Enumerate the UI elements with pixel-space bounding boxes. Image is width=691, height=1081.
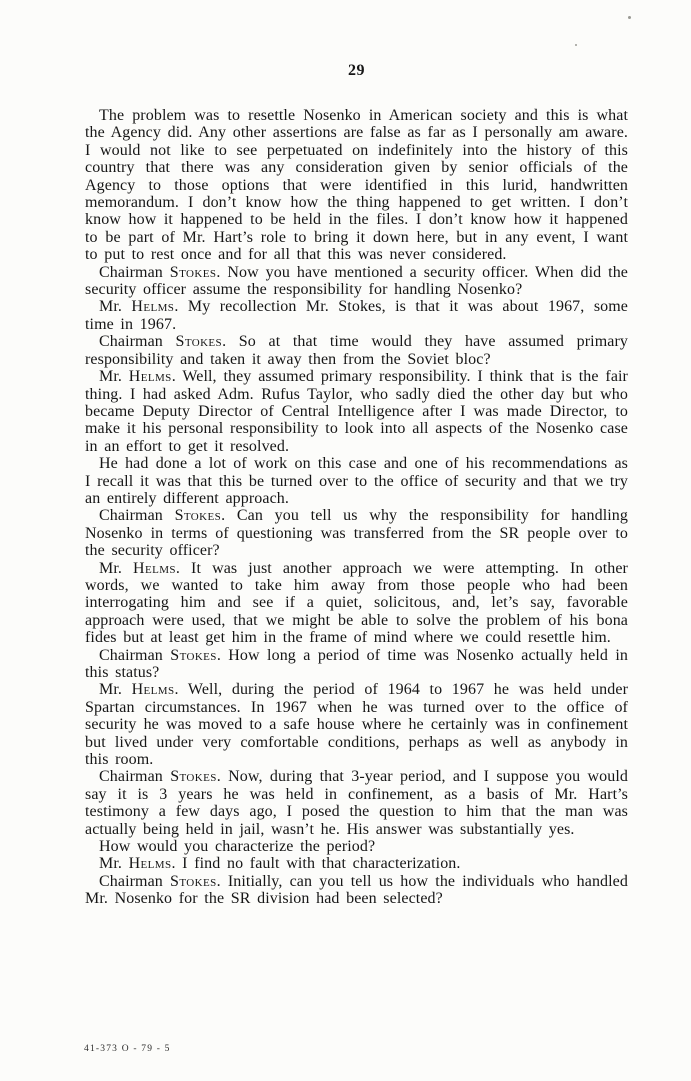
scan-speckle <box>575 44 577 46</box>
speaker-name: Stokes <box>169 263 217 281</box>
speaker-name: Helms <box>128 855 172 873</box>
speaker-name: Helms <box>133 559 176 577</box>
transcript-paragraph: Mr. Helms. Well, during the period of 1964 to 1967 he was held under Spartan circumstances. In 1967 when he was turned over to the office of security he was moved to a safe house where he certainly was in confinement but lived under very comfortable conditions, perhaps as well as anybody in this room. <box>85 681 628 769</box>
speaker-name: Stokes <box>174 507 222 525</box>
transcript-paragraph: Mr. Helms. Well, they assumed primary responsibility. I think that is the fair thing. I had asked Adm. Rufus Taylor, who sadly died the other day but who became Deputy Director of Central Intelligence after I was made Director, to make it his personal responsibility to look into all aspects of the Nosenko case in an effort to get it resolved. <box>85 368 628 455</box>
scan-speckle <box>628 16 631 19</box>
page-number: 29 <box>348 62 365 79</box>
transcript-paragraph: Mr. Helms. My recollection Mr. Stokes, is that it was about 1967, some time in 1967. <box>85 298 628 333</box>
speaker-name: Helms <box>131 298 175 316</box>
speaker-name: Helms <box>131 681 175 699</box>
transcript-paragraph: Chairman Stokes. Initially, can you tell us how the individuals who handled Mr. Nosenko for the SR division had been selected? <box>85 872 628 908</box>
transcript-paragraph: Chairman Stokes. Now, during that 3-year period, and I suppose you would say it is 3 years he was held in confinement, as a basis of Mr. Hart’s testimony a few days ago, I posed the question to him that the man was actually being held in jail, wasn’t he. His answer was substantially yes. <box>85 768 628 838</box>
transcript-paragraph: Mr. Helms. I find no fault with that characterization. <box>99 855 461 873</box>
speaker-name: Stokes <box>175 333 223 351</box>
speaker-name: Helms <box>128 368 172 386</box>
transcript-paragraph: Chairman Stokes. How long a period of time was Nosenko actually held in this status? <box>85 646 629 681</box>
transcript-paragraph: Chairman Stokes. So at that time would they have assumed primary responsibility and taken it away then from the Soviet bloc? <box>85 333 628 368</box>
transcript-paragraph: He had done a lot of work on this case and one of his recommendations as I recall it was that this be turned over to the office of security and that we try an entirely different approach. <box>85 455 628 507</box>
speaker-name: Stokes <box>170 768 217 786</box>
print-code: 41-373 O - 79 - 5 <box>84 1044 171 1054</box>
transcript-paragraph: The problem was to resettle Nosenko in American society and this is what the Agency did. Any other assertions are false as far as I personally am aware. I would not like to see perpetuated on indefinitely into the history of this country that there was any consideration given by senior officials of the Agency to those options that were identified in this lurid, handwritten memorandum. I don’t know how the thing happened to get written. I don’t know how it happened to be held in the files. I don’t know how it happened to be part of Mr. Hart’s role to bring it down here, but in any event, I want to put to rest once and for all that this was never considered. <box>85 107 628 264</box>
speaker-name: Stokes <box>170 646 217 664</box>
transcript-paragraph: Mr. Helms. It was just another approach we were attempting. In other words, we wanted to take him away from those people who had been interrogating him and see if a quiet, solicitous, and, let’s say, favorable approach were used, that we might be able to solve the problem of his bona fides but at least get him in the frame of mind where we could resettle him. <box>85 559 628 647</box>
transcript-paragraph: Chairman Stokes. Now you have mentioned a security officer. When did the security officer assume the responsibility for handling Nosenko? <box>85 263 628 299</box>
speaker-name: Stokes <box>170 872 217 890</box>
transcript-body <box>85 107 628 908</box>
transcript-paragraph: Chairman Stokes. Can you tell us why the responsibility for handling Nosenko in terms of questioning was transferred from the SR people over to the security officer? <box>85 507 628 560</box>
transcript-paragraph: How would you characterize the period? <box>99 838 376 856</box>
